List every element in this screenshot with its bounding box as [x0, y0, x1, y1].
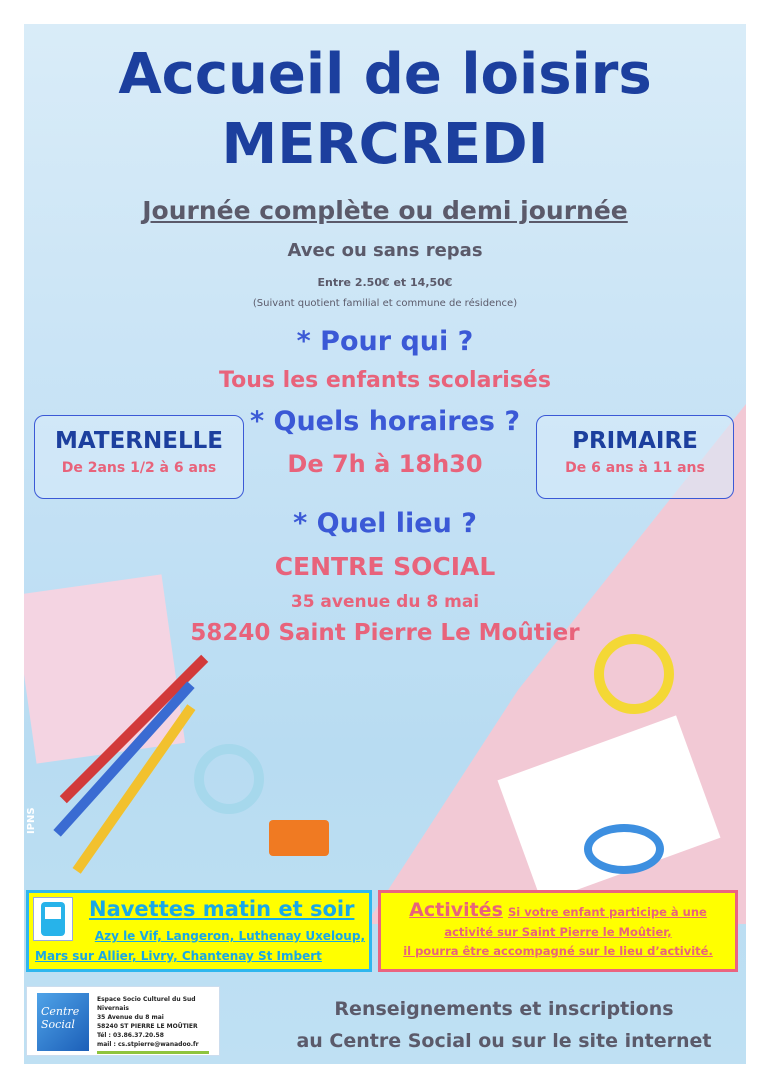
activities-line1: Si votre enfant participe à une: [507, 905, 707, 919]
who-question: * Pour qui ?: [296, 326, 474, 357]
contact-mail[interactable]: mail : cs.stpierre@wanadoo.fr: [97, 1041, 199, 1048]
maternelle-title: MATERNELLE: [55, 428, 223, 454]
price-note: (Suivant quotient familial et commune de résidence): [252, 298, 518, 309]
primaire-title: PRIMAIRE: [572, 428, 698, 454]
shuttle-box: [26, 890, 372, 972]
primaire-ages: De 6 ans à 11 ans: [565, 460, 705, 476]
primaire-box: [536, 415, 734, 499]
flyer: [24, 24, 746, 1064]
tape-roll-illustration: [194, 744, 264, 814]
activities-title: Activités: [409, 899, 503, 921]
title-line1: Accueil de loisirs: [118, 42, 652, 107]
sharpener-illustration: [269, 820, 329, 856]
who-answer: Tous les enfants scolarisés: [219, 368, 551, 393]
maternelle-ages: De 2ans 1/2 à 6 ans: [61, 460, 217, 476]
place-street: 35 avenue du 8 mai: [290, 592, 480, 612]
price: Entre 2.50€ et 14,50€: [317, 276, 453, 289]
place-name: CENTRE SOCIAL: [274, 552, 496, 581]
place-city: 58240 Saint Pierre Le Moûtier: [190, 620, 580, 646]
footer-line1: Renseignements et inscriptions: [334, 998, 674, 1020]
maternelle-box: [34, 415, 244, 499]
centre-social-logo: Centre Social: [37, 993, 89, 1051]
shuttle-line1: Azy le Vif, Langeron, Luthenay Uxeloup,: [94, 929, 365, 943]
footer-line2: au Centre Social ou sur le site internet: [296, 1030, 712, 1052]
contact-tel: Tél : 03.86.37.20.58: [97, 1032, 164, 1039]
shuttle-line2: Mars sur Allier, Livry, Chantenay St Imbert: [35, 949, 322, 963]
contact-card: [26, 986, 220, 1056]
contact-street: 35 Avenue du 8 mai: [97, 1014, 164, 1021]
ipns-label: IPNS: [26, 807, 37, 834]
tape-roll-illustration: [594, 634, 674, 714]
bus-icon: [33, 897, 73, 941]
contact-org: Espace Socio Culturel du Sud Nivernais: [97, 996, 196, 1012]
shuttle-title: Navettes matin et soir: [89, 897, 355, 921]
place-question: * Quel lieu ?: [293, 508, 477, 539]
hours-answer: De 7h à 18h30: [287, 450, 483, 478]
meal-info: Avec ou sans repas: [287, 240, 483, 261]
activities-line3: il pourra être accompagné sur le lieu d’activité.: [403, 944, 713, 958]
scissors-illustration: [584, 824, 664, 874]
title-line2: MERCREDI: [221, 112, 549, 177]
green-divider: [97, 1051, 209, 1054]
contact-city: 58240 ST PIERRE LE MOÛTIER: [97, 1023, 198, 1030]
subtitle: Journée complète ou demi journée: [142, 196, 628, 225]
hours-question: * Quels horaires ?: [249, 406, 521, 437]
activities-line2: activité sur Saint Pierre le Moûtier,: [444, 925, 672, 939]
activities-box: [378, 890, 738, 972]
